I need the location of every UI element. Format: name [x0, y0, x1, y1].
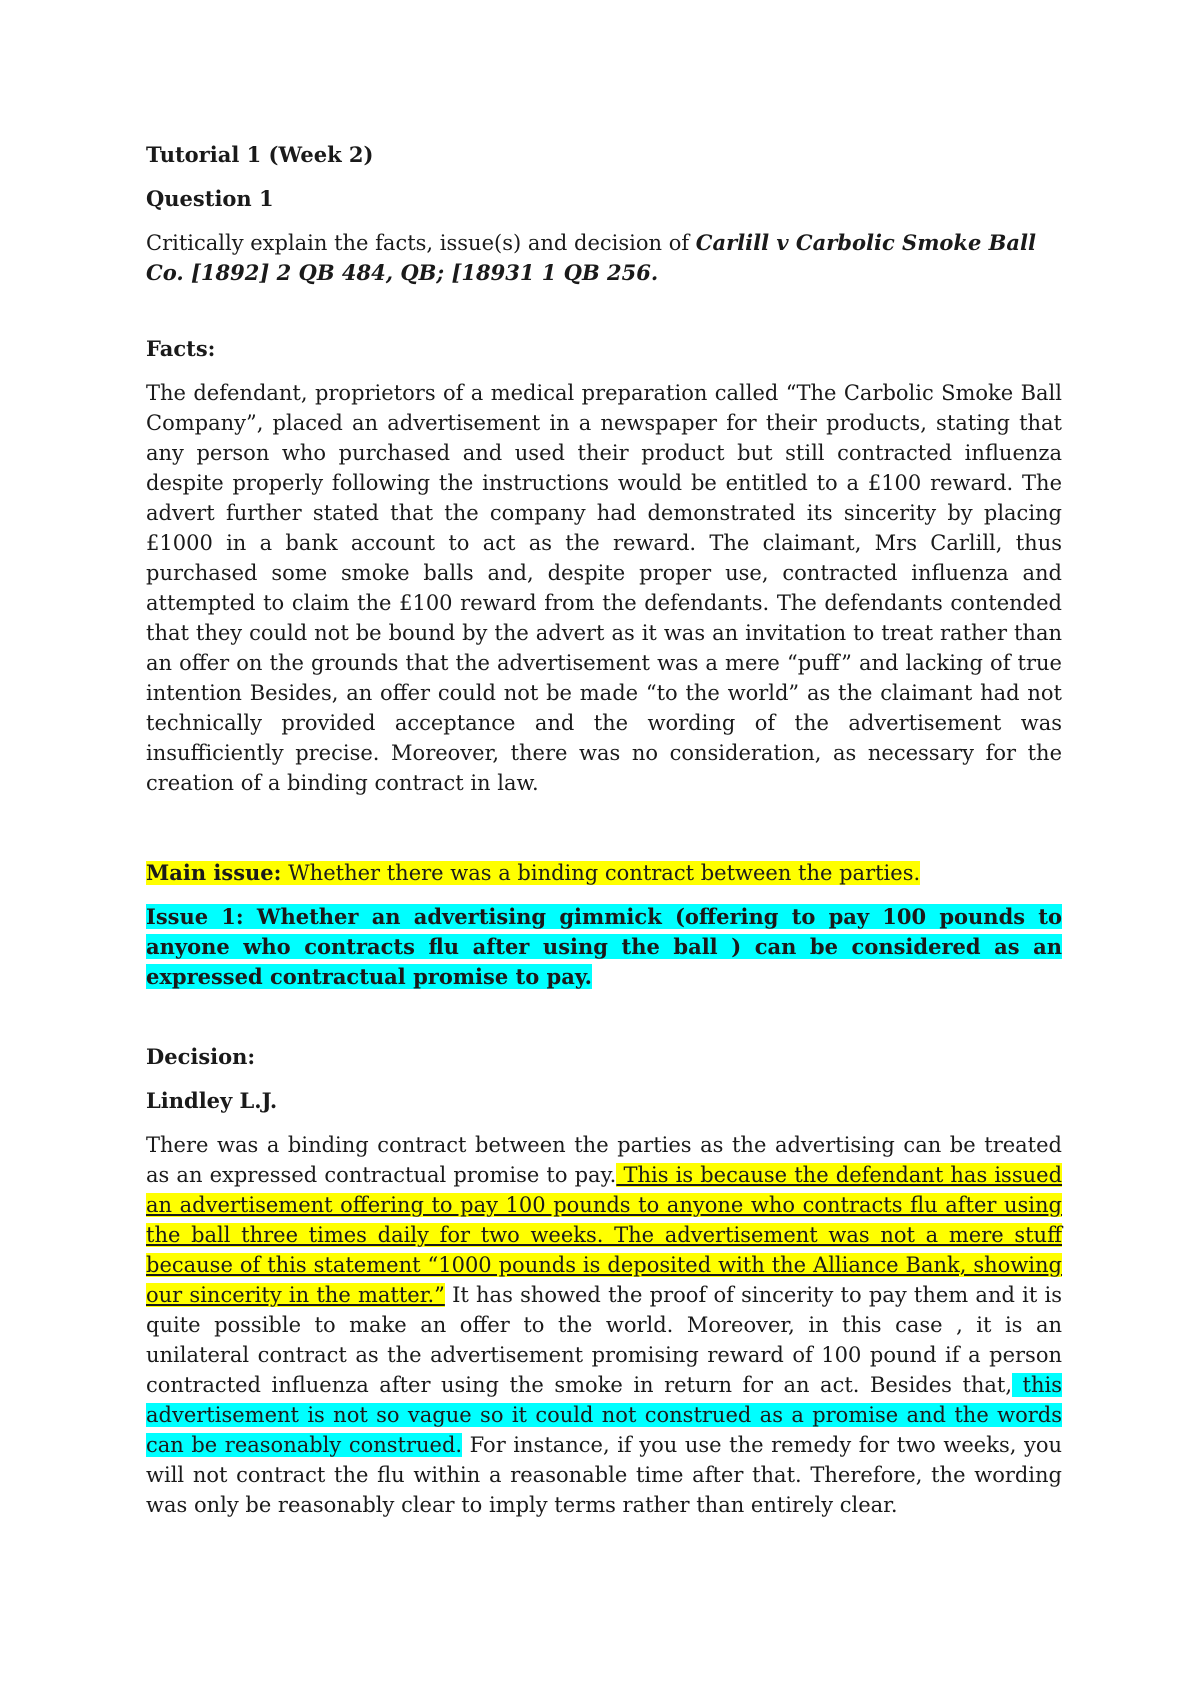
decision-part-3: It has showed the proof of sincerity to pay them and it is quite possible to make an offer to the world. Moreover, in this case , it is an unilateral contract as the advertisement promising reward of 100 pound if a person contracted influenza after using the smoke in return for an act. Besides that, [146, 1283, 1062, 1397]
question-prefix: Critically explain the facts, issue(s) and decision of [146, 231, 696, 255]
facts-paragraph: The defendant, proprietors of a medical preparation called “The Carbolic Smoke Ball Company”, placed an advertisement in a newspaper for their products, stating that any person who purchased and used their product but still contracted influenza despite properly following the instructions would be entitled to a £100 reward. The advert further stated that the company had demonstrated its sincerity by placing £1000 in a bank account to act as the reward. The claimant, Mrs Carlill, thus purchased some smoke balls and, despite proper use, contracted influenza and attempted to claim the £100 reward from the defendants. The defendants contended that they could not be bound by the advert as it was an invitation to treat rather than an offer on the grounds that the advertisement was a mere “puff” and lacking of true intention Besides, an offer could not be made “to the world” as the claimant had not technically provided acceptance and the wording of the advertisement was insufficiently precise. Moreover, there was no consideration, as necessary for the creation of a binding contract in law. [146, 381, 1062, 795]
case-citation: Carlill v Carbolic Smoke Ball Co. [1892] 2 QB 484, QB; [18931 1 QB 256. [146, 230, 1036, 285]
decision-part-5: For instance, if you use the remedy for two weeks, you will not contract the flu within a reasonable time after that. Therefore, the wording was only be reasonably clear to imply terms rather than entirely clear. [146, 1433, 1062, 1517]
document-body [146, 140, 1062, 1520]
facts-heading: Facts: [146, 336, 216, 361]
main-issue [146, 858, 1062, 888]
decision-heading: Decision: [146, 1044, 256, 1069]
decision-highlight-yellow: This is because the defendant has issued an advertisement offering to pay 100 pounds to anyone who contracts flu after using the ball three times daily for two weeks. The advertisement was not a mere stuff because of this statement “1000 pounds is deposited with the Alliance Bank, showing our sincerity in the matter.” [146, 1163, 1063, 1307]
issue-1-text: Issue 1: Whether an advertising gimmick (offering to pay 100 pounds to anyone who contracts flu after using the ball ) can be considered as an expressed contractual promise to pay. [146, 904, 1062, 989]
judge-name: Lindley L.J. [146, 1088, 278, 1113]
main-issue-label: Main issue: [146, 860, 282, 885]
issue-1 [146, 902, 1062, 992]
decision-part-1: There was a binding contract between the parties as the advertising can be treated as an expressed contractual promise to pay. [146, 1133, 1062, 1187]
document-title: Tutorial 1 (Week 2) [146, 142, 374, 167]
main-issue-text: Whether there was a binding contract between the parties. [281, 861, 921, 885]
decision-paragraph [146, 1130, 1062, 1520]
question-heading: Question 1 [146, 186, 274, 211]
decision-highlight-cyan: this advertisement is not so vague so it could not construed as a promise and the words can be reasonably construed. [146, 1373, 1062, 1457]
question-text [146, 228, 1062, 288]
